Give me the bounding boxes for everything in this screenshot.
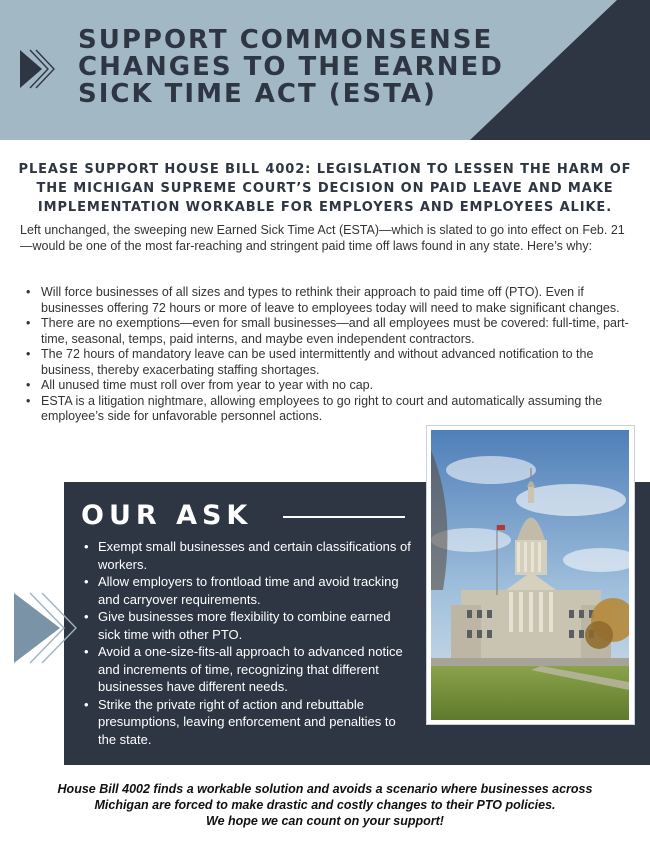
heading-rule <box>283 516 405 518</box>
our-ask-heading: OUR ASK <box>81 500 253 531</box>
subheading-line: IMPLEMENTATION WORKABLE FOR EMPLOYERS AND EMPLOYEES ALIKE. <box>37 200 613 215</box>
subheading <box>14 160 636 217</box>
ask-item: • Exempt small businesses and certain classifications of workers. <box>84 538 414 573</box>
header-divider <box>0 140 650 144</box>
chevron-arrows-icon <box>20 48 72 90</box>
closing-statement <box>20 781 630 829</box>
reason-item: • Will force businesses of all sizes and types to rethink their approach to paid time off (PTO). Even if businesses offering 72 hours or more of leave to employees today will need to make significant changes. <box>24 285 632 316</box>
closing-line: Michigan are forced to make drastic and costly changes to their PTO policies. <box>94 798 556 812</box>
page-title <box>78 27 548 108</box>
header-banner <box>0 0 650 140</box>
title-line: SUPPORT COMMONSENSE <box>78 25 494 55</box>
reason-item: • The 72 hours of mandatory leave can be used intermittently and without advanced notification to the business, thereby exacerbating staffing shortages. <box>24 347 632 378</box>
ask-item: • Give businesses more flexibility to combine earned sick time with other PTO. <box>84 608 414 643</box>
intro-paragraph: Left unchanged, the sweeping new Earned Sick Time Act (ESTA)—which is slated to go into effect on Feb. 21—would be one of the most far-reaching and stringent paid time off laws found in any state. Here’s why: <box>20 223 625 253</box>
reasons-list <box>24 285 632 425</box>
subheading-line: THE MICHIGAN SUPREME COURT’S DECISION ON PAID LEAVE AND MAKE <box>36 181 614 196</box>
closing-line: House Bill 4002 finds a workable solution and avoids a scenario where businesses across <box>57 782 593 796</box>
ask-item: • Allow employers to frontload time and avoid tracking and carryover requirements. <box>84 573 414 608</box>
title-line: SICK TIME ACT (ESTA) <box>78 79 437 109</box>
capitol-building-photo <box>431 430 629 720</box>
ask-list <box>84 538 414 748</box>
ask-item: • Avoid a one-size-fits-all approach to advanced notice and increments of time, recognizing that different businesses have different needs. <box>84 643 414 696</box>
ask-item: • Strike the private right of action and rebuttable presumptions, leaving enforcement and penalties to the state. <box>84 696 414 749</box>
reason-item: • ESTA is a litigation nightmare, allowing employees to go right to court and automatically assuming the employee’s side for unfavorable personnel actions. <box>24 394 632 425</box>
reason-item: • There are no exemptions—even for small businesses—and all employees must be covered: full-time, part-time, seasonal, temps, paid interns, and maybe even independent contractors. <box>24 316 632 347</box>
title-line: CHANGES TO THE EARNED <box>78 52 504 82</box>
subheading-line: PLEASE SUPPORT HOUSE BILL 4002: LEGISLATION TO LESSEN THE HARM OF <box>18 162 632 177</box>
reason-item: • All unused time must roll over from year to year with no cap. <box>24 378 632 394</box>
closing-line: We hope we can count on your support! <box>206 814 444 828</box>
